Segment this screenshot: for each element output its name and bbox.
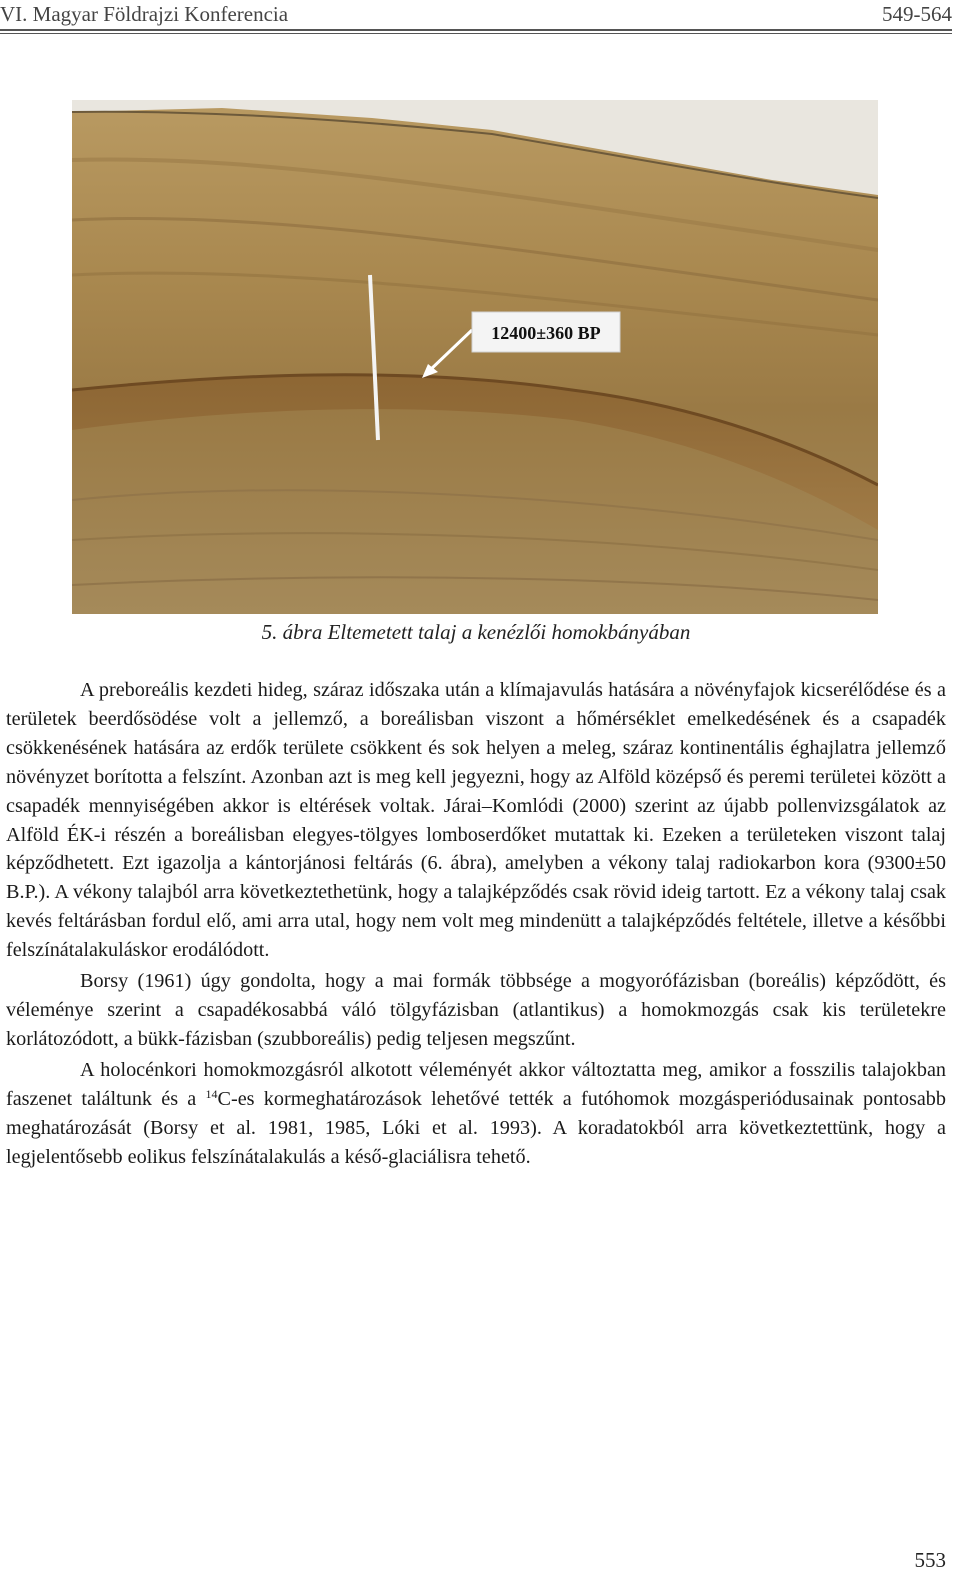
page-range: 549-564 <box>882 2 952 26</box>
paragraph: A preboreális kezdeti hideg, száraz időszaka után a klímajavulás hatására a növényfajok kicserélődése és a területek beerdősödése volt a jellemző, a boreálisban viszont a hőmérséklet emelkedésének és a csapadék csökkenésének hatására az erdők területe csökkent és sok helyen a meleg, száraz kontinentális éghajlatra jellemző növényzet borította a felszínt. Azonban azt is meg kell jegyezni, hogy az Alföld középső és peremi területei között a csapadék mennyiségében akkor is eltérések voltak. Járai–Komlódi (2000) szerint az újabb pollenvizsgálatok az Alföld ÉK-i részén a boreálisban elegyes-tölgyes lomboserdőket mutattak ki. Ezeken a területeken viszont talaj képződhetett. Ezt igazolja a kántorjánosi feltárás (6. ábra), amelyben a vékony talaj radiokarbon kora (9300±50 B.P.). A vékony talajból arra következtethetünk, hogy a talajképződés csak rövid ideig tartott. Ez a vékony talaj csak kevés feltárásban fordul elő, ami arra utal, hogy nem volt meg mindenütt a talajképződés feltétele, illetve a későbbi felszínátalakuláskor erodálódott. <box>6 679 946 962</box>
date-label: 12400±360 BP <box>491 323 601 343</box>
figure-caption: 5. ábra Eltemetett talaj a kenézlői homokbányában <box>261 620 691 644</box>
paragraph: A holocénkori homokmozgásról alkotott véleményét akkor változtatta meg, amikor a fosszilis talajokban faszenet találtunk és a $^{14}$C-es kormeghatározások lehetővé tették a futóhomok mozgásperiódusainak pontosabb meghatározását (Borsy et al. 1981, 1985, Lóki et al. 1993). A koradatokból arra következtettünk, hogy a legjelentősebb eolikus felszínátalakulás a késő-glaciálisra tehető. <box>6 1058 946 1168</box>
body-text <box>6 676 946 1171</box>
superscript: 14 <box>205 1086 218 1101</box>
header-rule <box>0 29 952 31</box>
header-rule-thin <box>0 33 952 34</box>
paragraph: Borsy (1961) úgy gondolta, hogy a mai formák többsége a mogyorófázisban (boreális) képződött, és véleménye szerint a csapadékosabbá váló tölgyfázisban (atlantikus) a homokmozgás csak kis területekre korlátozódott, a bükk-fázisban (szubboreális) pedig teljesen megszűnt. <box>6 970 946 1050</box>
sand-pit-photo <box>72 100 878 614</box>
page-number: 553 <box>914 1548 946 1572</box>
running-header <box>0 0 952 30</box>
conference-title: VI. Magyar Földrajzi Konferencia <box>0 2 289 26</box>
